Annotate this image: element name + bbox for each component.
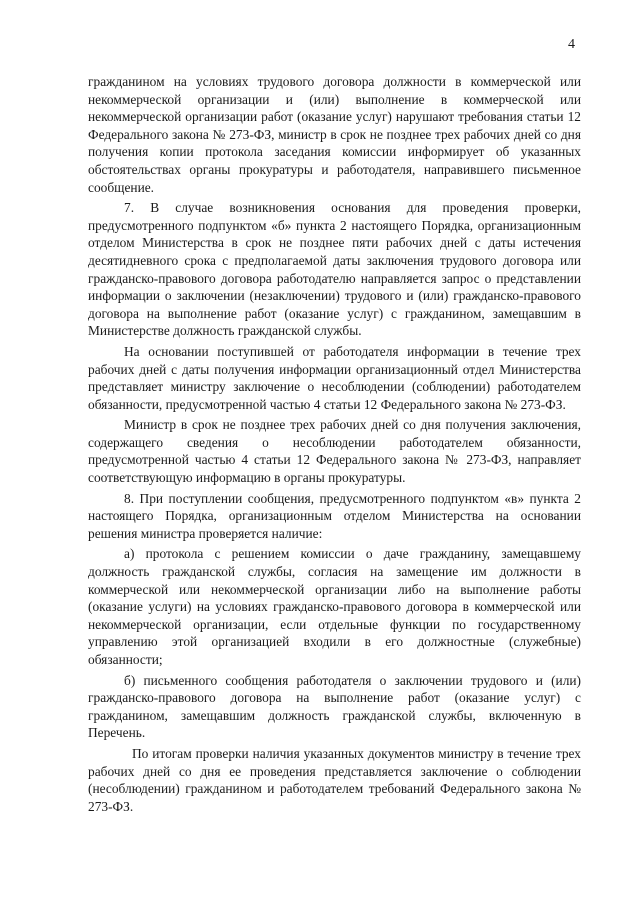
paragraph-employer-info: На основании поступившей от работодателя информации в течение трех рабочих дней с даты получения информации организационный отдел Министерства представляет министру заключение о несоблюдении (соблюдении) работодателем обязанности, предусмотренной частью 4 статьи 12 Федерального закона № 273-ФЗ. [88, 343, 581, 412]
paragraph-subitem-a: а) протокола с решением комиссии о даче гражданину, замещавшему должность гражданской службы, согласия на замещение им должности в коммерческой или некоммерческой организации либо на выполнение работы (оказание услуги) на условиях гражданско-правового договора в коммерческой или некоммерческой организации, если отдельные функции по государственному управлению этой организацией входили в его должностные (служебные) обязанности; [88, 546, 581, 667]
document-body [88, 73, 581, 818]
paragraph-minister-notice: Министр в срок не позднее трех рабочих дней со дня получения заключения, содержащего сведения о несоблюдении работодателем обязанности, предусмотренной частью 4 статьи 12 Федерального закона № 273-ФЗ, направляет соответствующую информацию в органы прокуратуры. [88, 417, 581, 486]
paragraph-conclusion: По итогам проверки наличия указанных документов министру в течение трех рабочих дней со дня ее проведения представляется заключение о соблюдении (несоблюдении) гражданином и работодателем требований Федерального закона № 273-ФЗ. [88, 745, 581, 814]
paragraph-continuation: гражданином на условиях трудового договора должности в коммерческой или некоммерческой организации и (или) выполнение в коммерческой или некоммерческой организации работ (оказание услуг) нарушают требования статьи 12 Федерального закона № 273-ФЗ, министр в срок не позднее трех рабочих дней со дня получения копии протокола заседания комиссии информирует об указанных обстоятельствах органы прокуратуры и работодателя, направившего письменное сообщение. [88, 74, 581, 195]
page-number: 4 [568, 37, 575, 52]
paragraph-item-7: 7. В случае возникновения основания для проведения проверки, предусмотренного подпунктом «б» пункта 2 настоящего Порядка, организационным отделом Министерства в срок не позднее пяти рабочих дней с даты истечения десятидневного срока с предполагаемой даты заключения трудового договора или гражданско-правового договора работодателю направляется запрос о представлении информации о заключении (незаключении) трудового и (или) гражданско-правового договора на выполнение работ (оказание услуг) с гражданином, замещавшим в Министерстве должность гражданской службы. [88, 200, 581, 339]
paragraph-item-8: 8. При поступлении сообщения, предусмотренного подпунктом «в» пункта 2 настоящего Порядка, организационным отделом Министерства на основании решения министра проверяется наличие: [88, 490, 581, 541]
paragraph-subitem-b: б) письменного сообщения работодателя о заключении трудового и (или) гражданско-правового договора на выполнение работ (оказание услуг) с гражданином, замещавшим должность гражданской службы, включенную в Перечень. [88, 672, 581, 741]
